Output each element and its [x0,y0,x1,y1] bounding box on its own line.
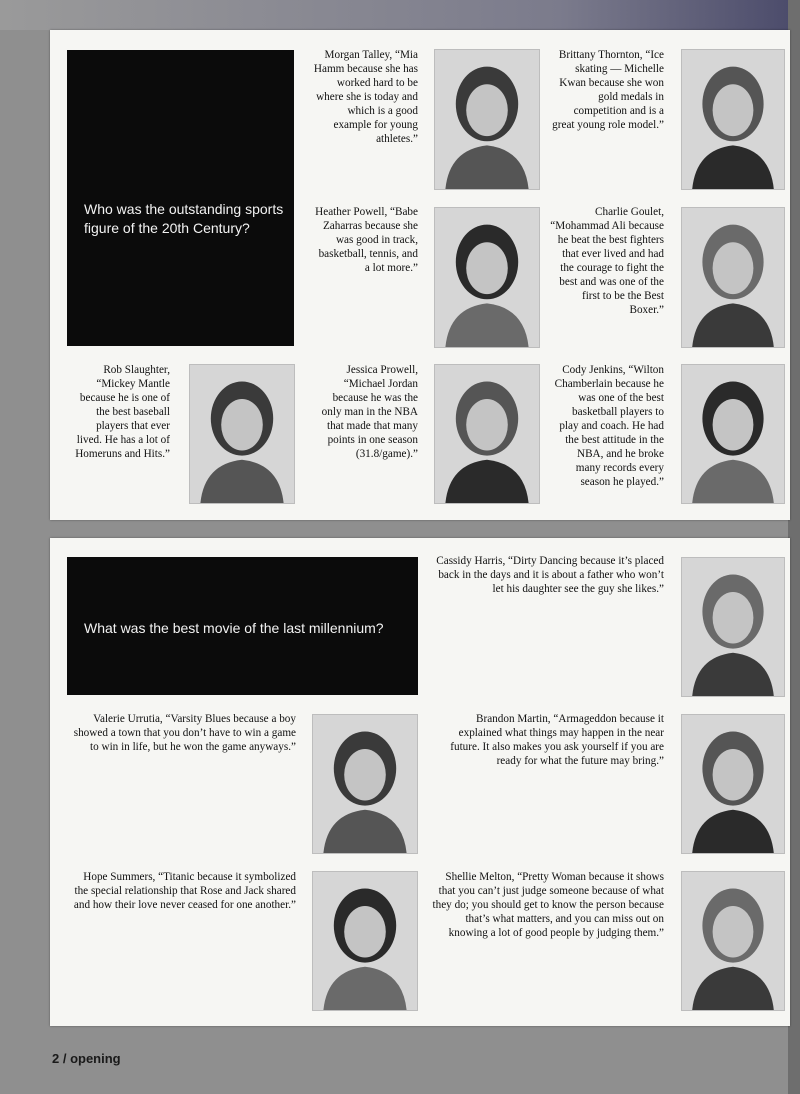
portrait-image [313,872,417,1010]
student-portrait [312,714,418,854]
movies-panel [50,538,790,1026]
question-box [67,557,418,695]
answer-quote: Shellie Melton, “Pretty Woman because it shows that you can’t just judge someone because of what they do; you should get to know the person because that’s what matters, and you can miss out on knowing a lot of good people by judging them.” [432,871,664,939]
question-text: What was the best movie of the last millennium? [84,620,384,636]
answer-quote: Valerie Urrutia, “Varsity Blues because a boy showed a town that you don’t have to win a game to win in life, but he won the game anyways.” [73,713,296,753]
portrait-image [682,715,784,853]
portrait-image [313,715,417,853]
portrait-image [682,208,784,347]
answer-quote: Brittany Thornton, “Ice skating — Michelle Kwan because she won gold medals in competition and is a great young role model.” [552,49,664,131]
portrait-image [682,50,784,189]
student-portrait [434,207,540,348]
answer-quote: Cody Jenkins, “Wilton Chamberlain because he was one of the best basketball players to play and coach. He had the best attitude in the NBA, and he broke many records every season he played.” [554,364,664,488]
answer-quote: Cassidy Harris, “Dirty Dancing because it’s placed back in the days and it is about a father who won’t let his daughter see the guy she likes.” [436,555,664,595]
student-portrait [189,364,295,504]
question-text: Who was the outstanding sports figure of the 20th Century? [84,201,284,236]
question-box [67,50,294,346]
portrait-image [435,50,539,189]
student-portrait [681,207,785,348]
answer-quote: Hope Summers, “Titanic because it symbolized the special relationship that Rose and Jack shared and how their love never ceased for one another.” [73,871,296,911]
portrait-image [190,365,294,503]
answer-quote: Brandon Martin, “Armageddon because it explained what things may happen in the near future. It also makes you ask yourself if you are ready for what the future may bring.” [450,713,664,767]
portrait-image [435,365,539,503]
student-portrait [681,557,785,697]
student-portrait [681,49,785,190]
portrait-image [682,872,784,1010]
answer-quote: Jessica Prowell, “Michael Jordan because he was the only man in the NBA that made that many points in one season (31.8/game).” [321,364,418,460]
portrait-image [682,558,784,696]
answer-quote: Morgan Talley, “Mia Hamm because she has worked hard to be where she is today and which is a good example for young athletes.” [313,49,418,145]
student-portrait [681,364,785,504]
page-footer: 2 / opening [52,1051,121,1066]
student-portrait [681,871,785,1011]
answer-quote: Rob Slaughter, “Mickey Mantle because he is one of the best baseball players that ever lived. He has a lot of Homeruns and Hits.” [75,364,170,460]
portrait-image [435,208,539,347]
answer-quote: Heather Powell, “Babe Zaharras because she was good in track, basketball, tennis, and a lot more.” [315,206,418,274]
portrait-image [682,365,784,503]
answer-quote: Charlie Goulet, “Mohammad Ali because he beat the best fighters that ever lived and had the courage to fight the best and was one of the first to be the Best Boxer.” [550,206,664,316]
student-portrait [681,714,785,854]
student-portrait [312,871,418,1011]
sports-panel [50,30,790,520]
top-edge [0,0,800,30]
student-portrait [434,49,540,190]
student-portrait [434,364,540,504]
